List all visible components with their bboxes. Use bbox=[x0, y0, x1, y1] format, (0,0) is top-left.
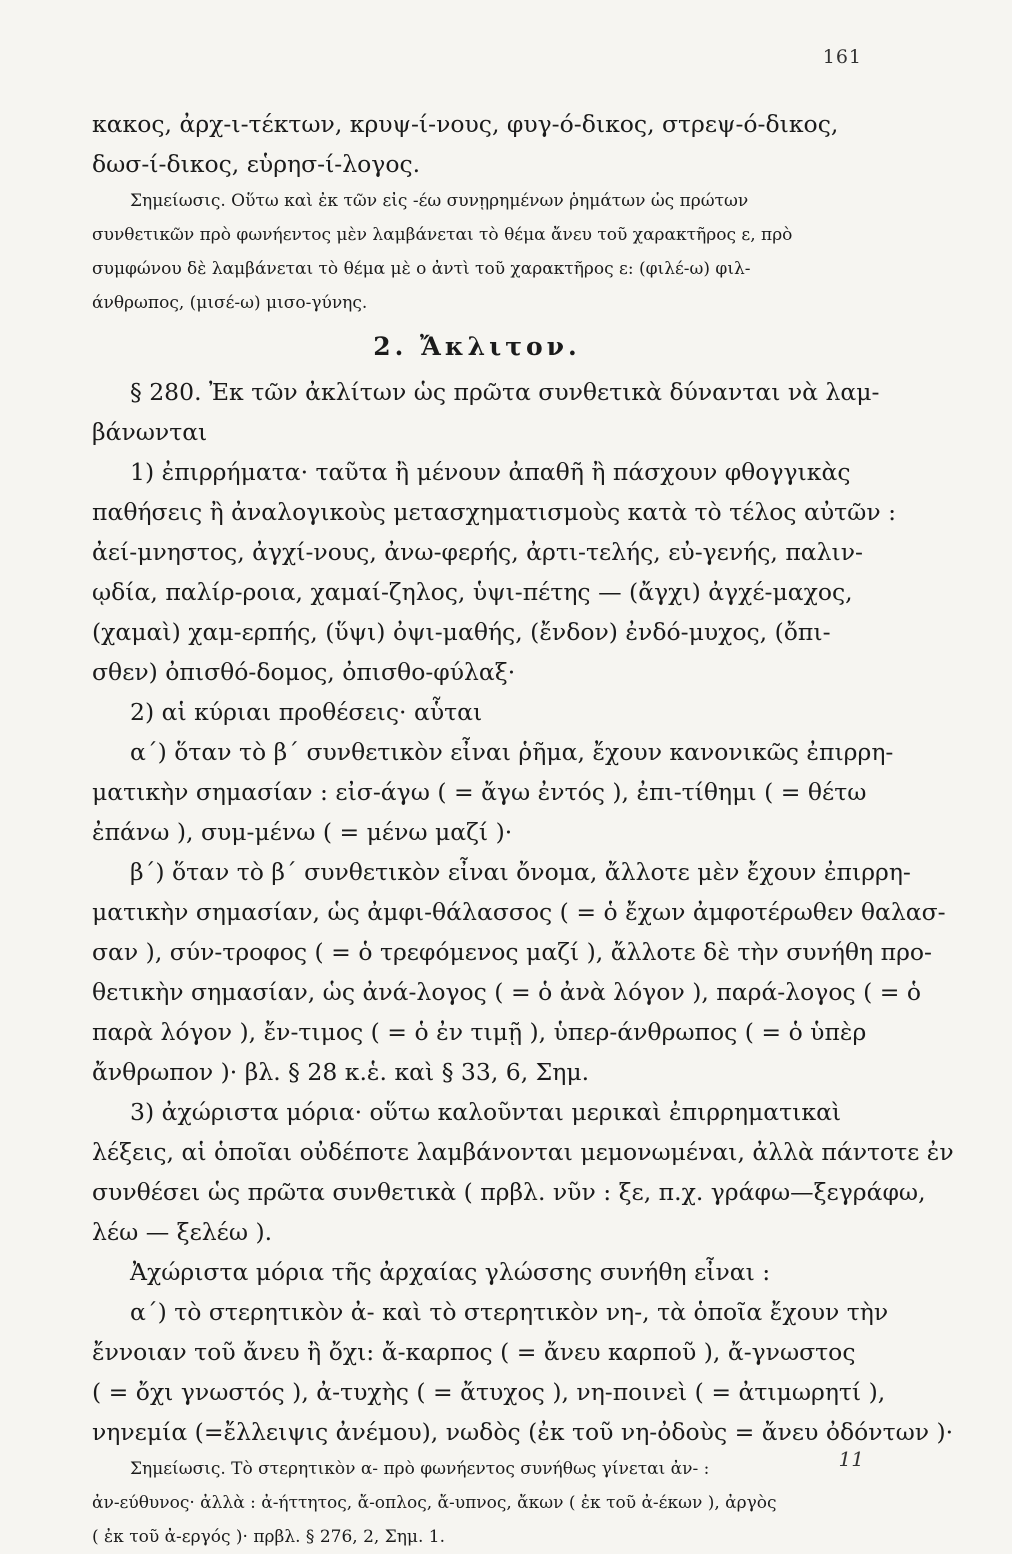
note-line: Σημείωσις. Τὸ στερητικὸν α- πρὸ φωνήεντος συνήθως γίνεται ἀν- : bbox=[130, 1459, 710, 1479]
section-heading: 2. Ἄκλιτον. bbox=[373, 332, 581, 361]
note-line: συνθετικῶν πρὸ φωνήεντος μὲν λαμβάνεται τὸ θέμα ἄνευ τοῦ χαρακτῆρος ε, πρὸ bbox=[92, 225, 793, 245]
paragraph-line: ( = ὄχι γνωστός ), ἀ-τυχὴς ( = ἄτυχος ), νη-ποινεὶ ( = ἀτιμωρητί ), bbox=[92, 1378, 886, 1406]
paragraph-line: α΄) ὅταν τὸ β΄ συνθετικὸν εἶναι ῥῆμα, ἔχουν κανονικῶς ἐπιρρη- bbox=[130, 738, 894, 766]
paragraph-line: συνθέσει ὡς πρῶτα συνθετικὰ ( πρβλ. νῦν : ξε, π.χ. γράφω—ξεγράφω, bbox=[92, 1178, 926, 1206]
page-number: 161 bbox=[822, 46, 862, 68]
paragraph-line: ἄνθρωπον )· βλ. § 28 κ.ἑ. καὶ § 33, 6, Σημ. bbox=[92, 1058, 590, 1086]
footer-mark: 11 bbox=[838, 1447, 864, 1471]
text-line: κακος, ἀρχ-ι-τέκτων, κρυψ-ί-νους, φυγ-ό-δικος, στρεψ-ό-δικος, bbox=[92, 110, 839, 138]
paragraph-line: ἔννοιαν τοῦ ἄνευ ἢ ὄχι: ἄ-καρπος ( = ἄνευ καρποῦ ), ἄ-γνωστος bbox=[92, 1338, 856, 1366]
paragraph-line: σθεν) ὀπισθό-δομος, ὀπισθο-φύλαξ· bbox=[92, 658, 516, 686]
paragraph-line: παρὰ λόγον ), ἔν-τιμος ( = ὁ ἐν τιμῇ ), ὑπερ-άνθρωπος ( = ὁ ὑπὲρ bbox=[92, 1018, 867, 1046]
note-line: ἀν-εύθυνος· ἀλλὰ : ἀ-ήττητος, ἄ-οπλος, ἄ-υπνος, ἄκων ( ἐκ τοῦ ἀ-έκων ), ἀργὸς bbox=[92, 1493, 777, 1513]
paragraph-line: ἀεί-μνηστος, ἀγχί-νους, ἀνω-φερής, ἀρτι-τελής, εὐ-γενής, παλιν- bbox=[92, 538, 863, 566]
text-line: δωσ-ί-δικος, εὑρησ-ί-λογος. bbox=[92, 150, 421, 178]
paragraph-line: 2) αἱ κύριαι προθέσεις· αὗται bbox=[130, 698, 483, 726]
text-body bbox=[92, 104, 954, 1554]
paragraph-line: α΄) τὸ στερητικὸν ἀ- καὶ τὸ στερητικὸν νη-, τὰ ὁποῖα ἔχουν τὴν bbox=[130, 1298, 889, 1326]
paragraph-line: παθήσεις ἢ ἀναλογικοὺς μετασχηματισμοὺς κατὰ τὸ τέλος αὐτῶν : bbox=[92, 498, 897, 526]
paragraph-line: β΄) ὅταν τὸ β΄ συνθετικὸν εἶναι ὄνομα, ἄλλοτε μὲν ἔχουν ἐπιρρη- bbox=[130, 858, 911, 886]
paragraph-line: λέω — ξελέω ). bbox=[92, 1218, 273, 1246]
paragraph-line: βάνωνται bbox=[92, 418, 208, 446]
paragraph-line: ῳδία, παλίρ-ροια, χαμαί-ζηλος, ὑψι-πέτης — (ἄγχι) ἀγχέ-μαχος, bbox=[92, 578, 853, 606]
paragraph-line: λέξεις, αἱ ὁποῖαι οὐδέποτε λαμβάνονται μεμονωμέναι, ἀλλὰ πάντοτε ἐν bbox=[92, 1138, 954, 1166]
note-line: ( ἐκ τοῦ ἀ-εργός )· πρβλ. § 276, 2, Σημ. 1. bbox=[92, 1527, 445, 1547]
paragraph-line: 1) ἐπιρρήματα· ταῦτα ἢ μένουν ἀπαθῆ ἢ πάσχουν φθογγικὰς bbox=[130, 458, 851, 486]
paragraph-line: νηνεμία (=ἔλλειψις ἀνέμου), νωδὸς (ἐκ τοῦ νη-ὀδοὺς = ἄνευ ὀδόντων )· bbox=[92, 1418, 954, 1446]
paragraph-line: θετικὴν σημασίαν, ὡς ἀνά-λογος ( = ὁ ἀνὰ λόγον ), παρά-λογος ( = ὁ bbox=[92, 978, 922, 1006]
paragraph-line: Ἀχώριστα μόρια τῆς ἀρχαίας γλώσσης συνήθη εἶναι : bbox=[130, 1258, 771, 1286]
note-line: άνθρωπος, (μισέ-ω) μισο-γύνης. bbox=[92, 293, 368, 313]
paragraph-line: (χαμαὶ) χαμ-ερπής, (ὕψι) ὀψι-μαθής, (ἔνδον) ἐνδό-μυχος, (ὄπι- bbox=[92, 618, 831, 646]
paragraph-line: ματικὴν σημασίαν : εἰσ-άγω ( = ἄγω ἐντός ), ἐπι-τίθημι ( = θέτω bbox=[92, 778, 867, 806]
note-line: Σημείωσις. Οὕτω καὶ ἐκ τῶν εἰς -έω συνῃρημένων ῥημάτων ὡς πρώτων bbox=[130, 191, 749, 211]
paragraph-line: ματικὴν σημασίαν, ὡς ἀμφι-θάλασσος ( = ὁ ἔχων ἀμφοτέρωθεν θαλασ- bbox=[92, 898, 946, 926]
paragraph-line: 3) ἀχώριστα μόρια· οὕτω καλοῦνται μερικαὶ ἐπιρρηματικαὶ bbox=[130, 1098, 842, 1126]
paragraph-line: σαν ), σύν-τροφος ( = ὁ τρεφόμενος μαζί ), ἄλλοτε δὲ τὴν συνήθη προ- bbox=[92, 938, 932, 966]
paragraph-line: ἐπάνω ), συμ-μένω ( = μένω μαζί )· bbox=[92, 818, 513, 846]
note-line: συμφώνου δὲ λαμβάνεται τὸ θέμα μὲ ο ἀντὶ τοῦ χαρακτῆρος ε: (φιλέ-ω) φιλ- bbox=[92, 259, 751, 279]
paragraph-line: § 280. Ἐκ τῶν ἀκλίτων ὡς πρῶτα συνθετικὰ δύνανται νὰ λαμ- bbox=[130, 378, 880, 406]
